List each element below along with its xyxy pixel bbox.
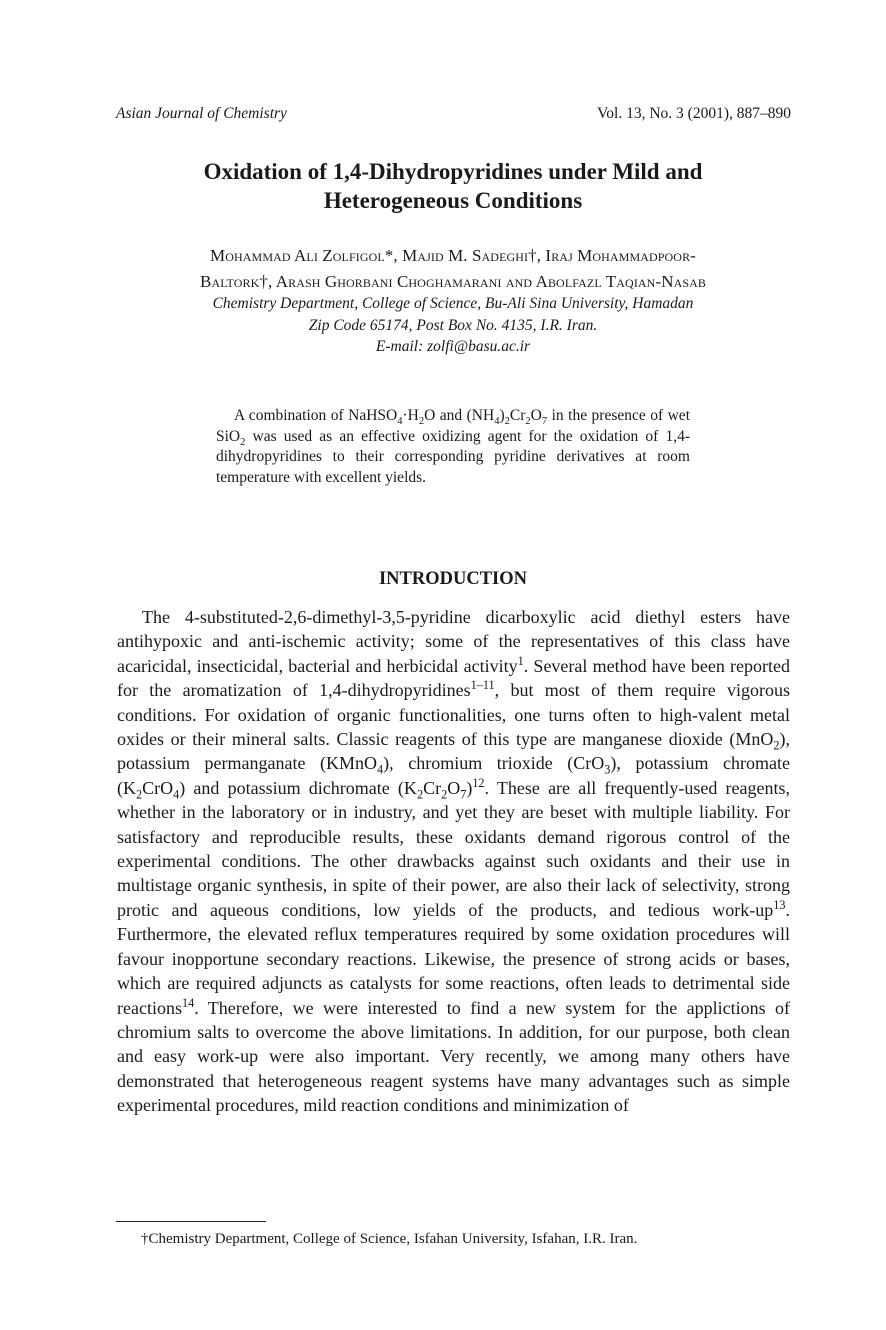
footnote-divider [116,1221,266,1222]
citation-ref: 14 [181,995,195,1010]
introduction-paragraph: The 4-substituted-2,6-dimethyl-3,5-pyridine dicarboxylic acid diethyl esters have antihypoxic and anti-ischemic activity; some of the representatives of this class have acaricidal, insecticidal, bacterial and herbicidal activity$^1$. Several method have been reported for the aromatization of 1,4-dihydropyridines$^{1-11}$, but most of them require vigorous conditions. For oxidation of organic functionalities, one turns often to high-valent metal oxides or their mineral salts. Classic reagents of this type are manganese dioxide (MnO$_2$), potassium permanganate (KMnO$_4$), chromium trioxide (CrO$_3$), potassium chromate $(K_2CrO_4)$ and potassium dichromate $(K_2Cr_2O_7)^{12}$. These are all frequently-used reagents, whether in the laboratory or in industry, and yet they are beset with multiple liability. For satisfactory and reproducible results, these oxidants demand rigorous control of the experimental conditions. The other drawbacks against such oxidants and their use in multistage organic synthesis, in spite of their power, are also their lack of selectivity, strong protic and aqueous conditions, low yields of the products, and tedious work-$up^{13}$. Furthermore, the elevated reflux temperatures required by some oxidation procedures will favour inopportune secondary reactions. Likewise, the presence of strong acids or bases, which are required adjuncts as catalysts for some reactions, often leads to detrimental side reactions$^{14}$. Therefore, we were interested to find a new system for the applictions of chromium salts to overcome the above limitations. In addition, for our purpose, both clean and easy work-up were also important. Very recently, we among many others have demonstrated that heterogeneous reagent systems have many advantages such as simple experimental procedures, mild reaction conditions and minimization of [117,607,791,1116]
footnote: †Chemistry Department, College of Science, Isfahan University, Isfahan, I.R. Iran. [141,1231,638,1247]
citation-ref: 13 [773,897,786,912]
abstract: A combination of $NaHSO_4\cdot H_2O$ and $(NH_4)_2Cr_2O_7$ in the presence of wet SiO$_2$ was used as an effective oxidizing agent for the oxidation of 1,4-dihydropyridines to their corresponding pyridine derivatives at room temperature with excellent yields. [216,407,690,486]
title-line-1: Oxidation of 1,4-Dihydropyridines under Mild and [203,159,703,184]
citation-ref: 12 [472,775,485,790]
affiliation-line-2: Zip Code 65174, Post Box No. 4135, I.R. Iran. [308,316,598,334]
journal-name: Asian Journal of Chemistry [116,105,287,122]
affiliation [120,293,786,358]
title-line-2: Heterogeneous Conditions [323,188,583,213]
authors-line-2: Baltork†, Arash Ghorbani Choghamarani and Abolfazl Taqian-Nasab [200,272,706,291]
citation-ref: 1 [517,653,524,668]
affiliation-email: E-mail: zolfi@basu.ac.ir [375,338,531,355]
authors-line-1: Mohammad Ali Zolfigol*, Majid M. Sadeghi†, Iraj Mohammadpoor- [210,246,696,265]
citation-ref: 1–11 [470,678,495,693]
article-title [120,157,786,215]
author-list [120,243,786,295]
journal-citation: Vol. 13, No. 3 (2001), 887–890 [597,105,791,122]
introduction-heading: INTRODUCTION [378,569,528,589]
affiliation-line-1: Chemistry Department, College of Science, Bu-Ali Sina University, Hamadan [212,295,694,312]
